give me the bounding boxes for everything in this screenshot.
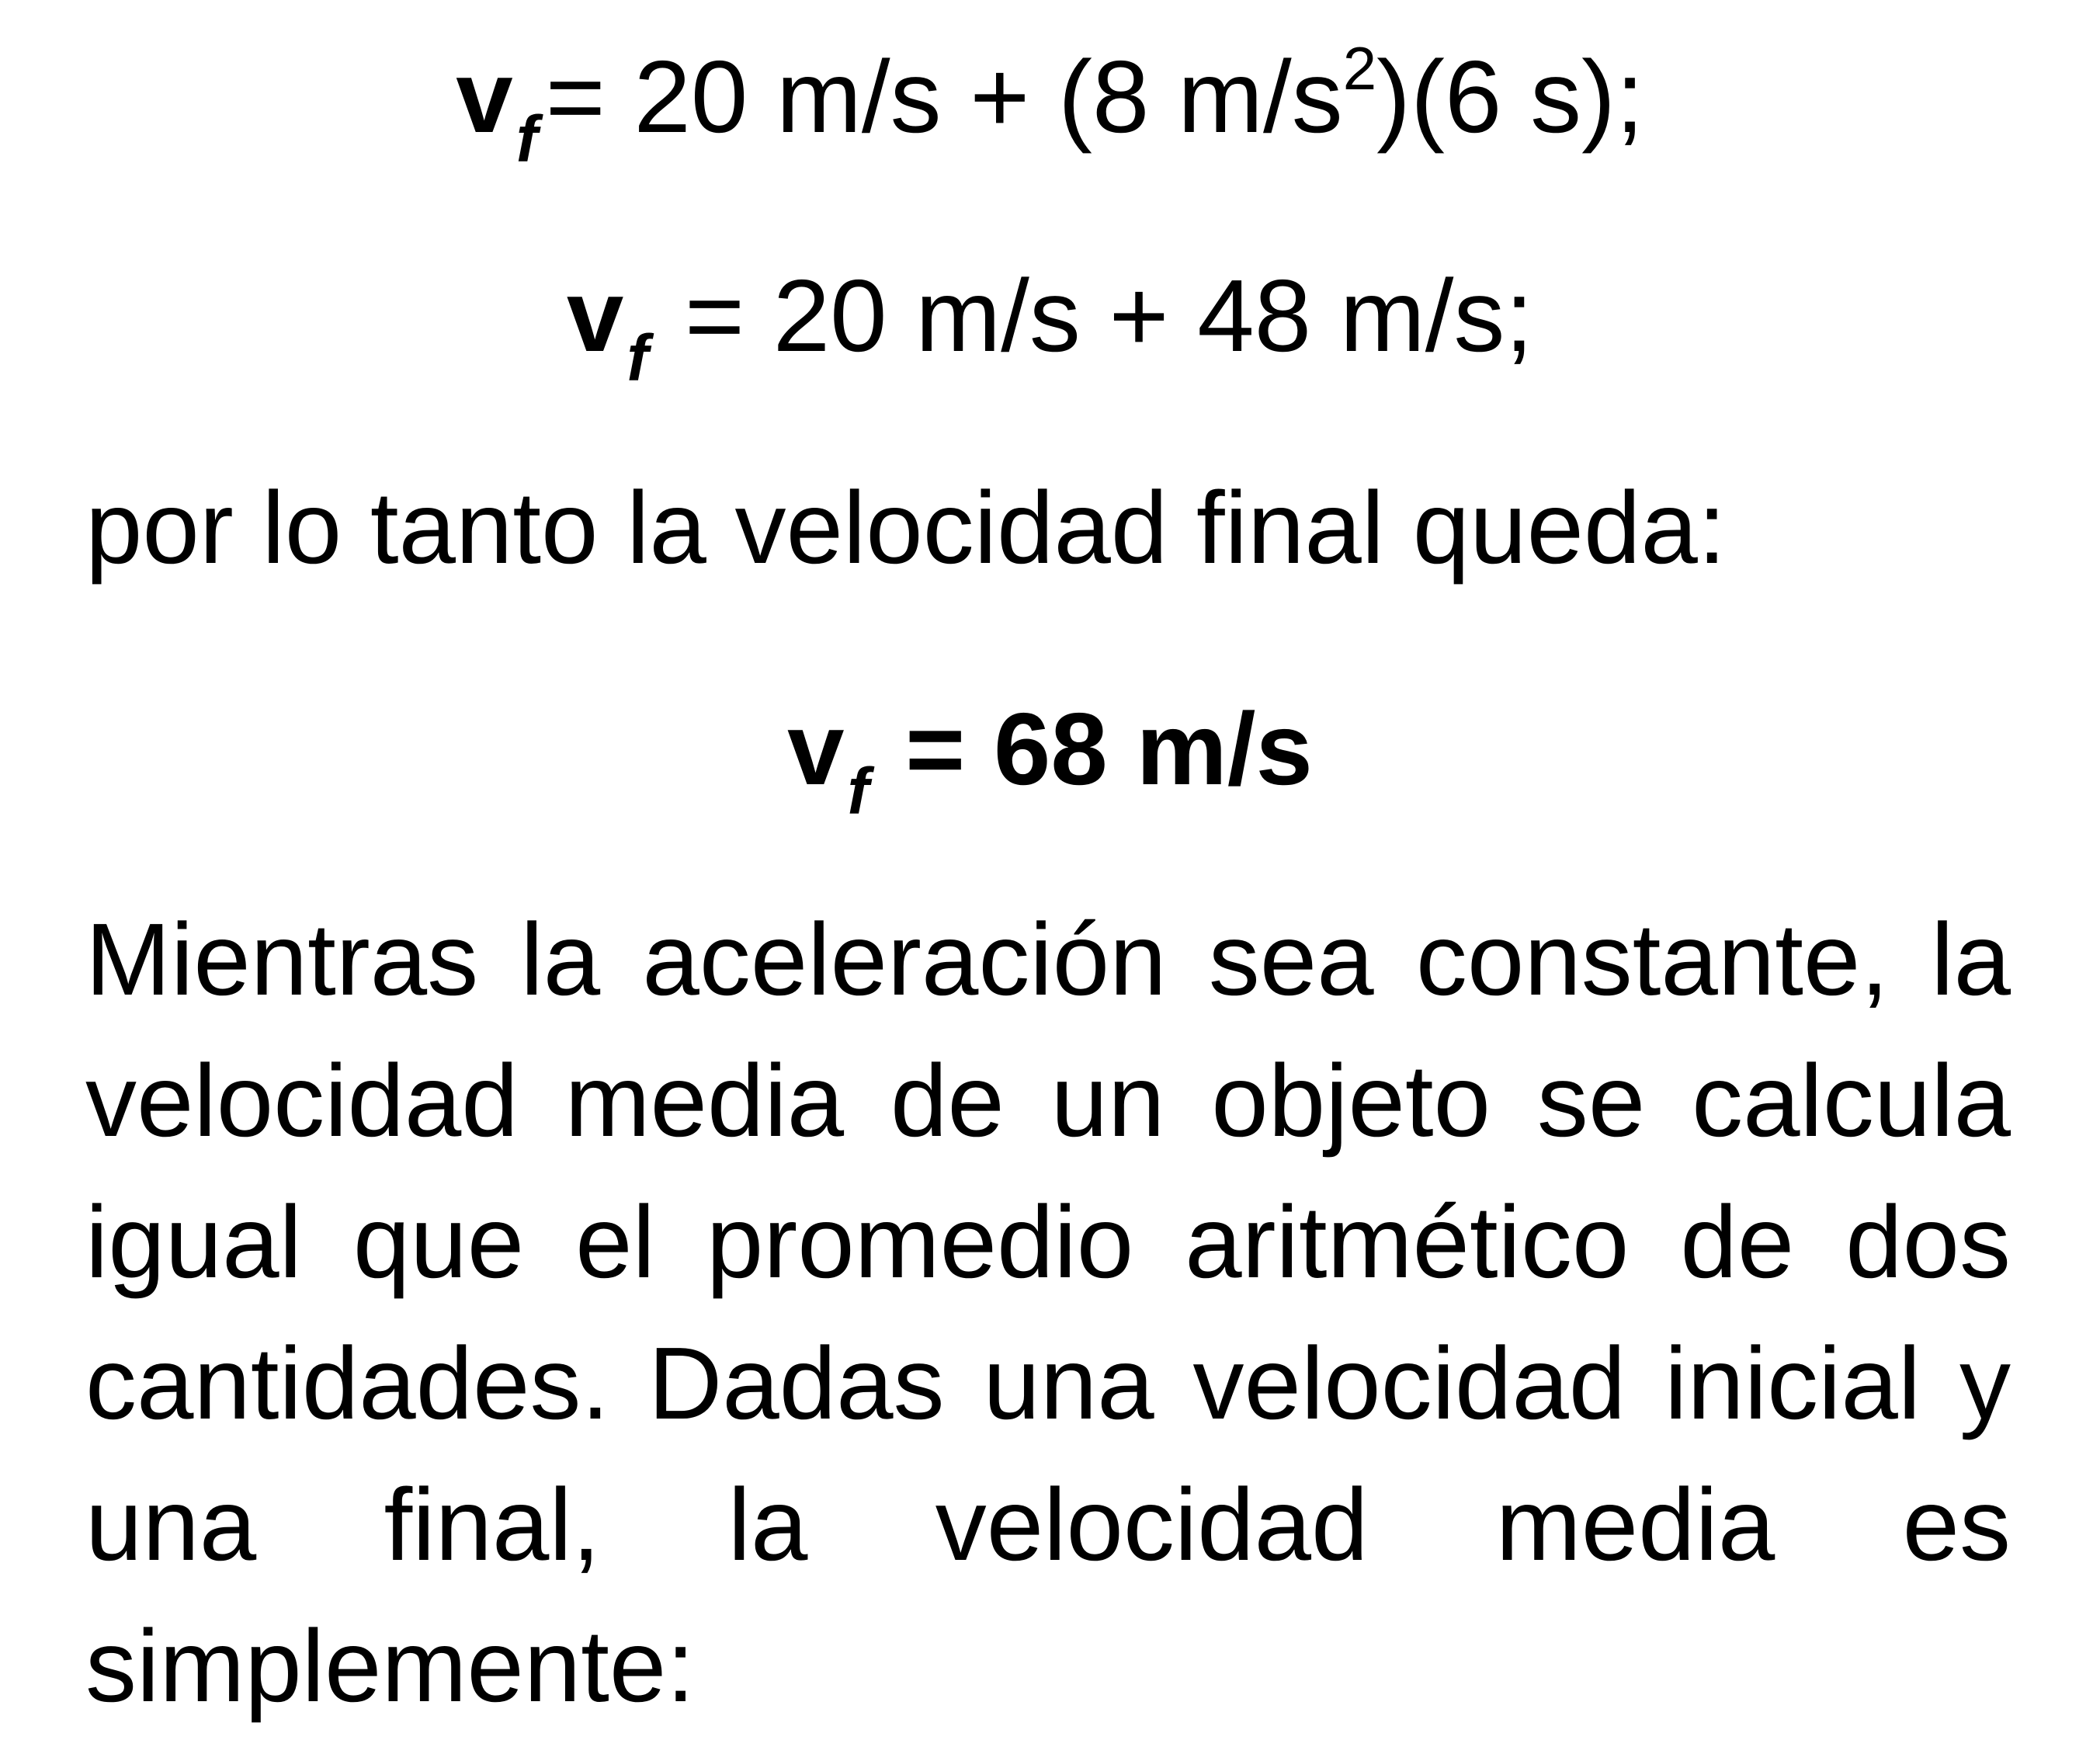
equation-velocity-substitution: [0, 31, 2100, 175]
equation-rhs-part-b: )(6 s);: [1376, 40, 1644, 154]
equation-subscript: f: [627, 321, 649, 394]
equation-rhs: = 68 m/s: [876, 692, 1313, 806]
equation-rhs: = 20 m/s + 48 m/s;: [656, 259, 1534, 373]
body-paragraph: Mientras la aceleración sea constante, la velocidad media de un objeto se calcula igual que el promedio aritmético de dos cantidades. Dadas una velocidad inicial y una final, la velocidad media es simplemente:: [85, 902, 2011, 1723]
equation-final-velocity-result: [0, 683, 2100, 828]
equation-rhs-part-a: = 20 m/s + (8 m/s: [545, 40, 1343, 154]
equation-variable: v: [456, 40, 513, 154]
equation-subscript: f: [515, 102, 538, 175]
equation-variable: v: [566, 259, 624, 373]
equation-velocity-sum: [0, 250, 2100, 394]
equation-variable: v: [787, 692, 845, 806]
equation-exponent: 2: [1342, 34, 1377, 102]
equation-subscript: f: [847, 755, 870, 828]
intro-sentence: por lo tanto la velocidad final queda:: [85, 471, 1727, 585]
